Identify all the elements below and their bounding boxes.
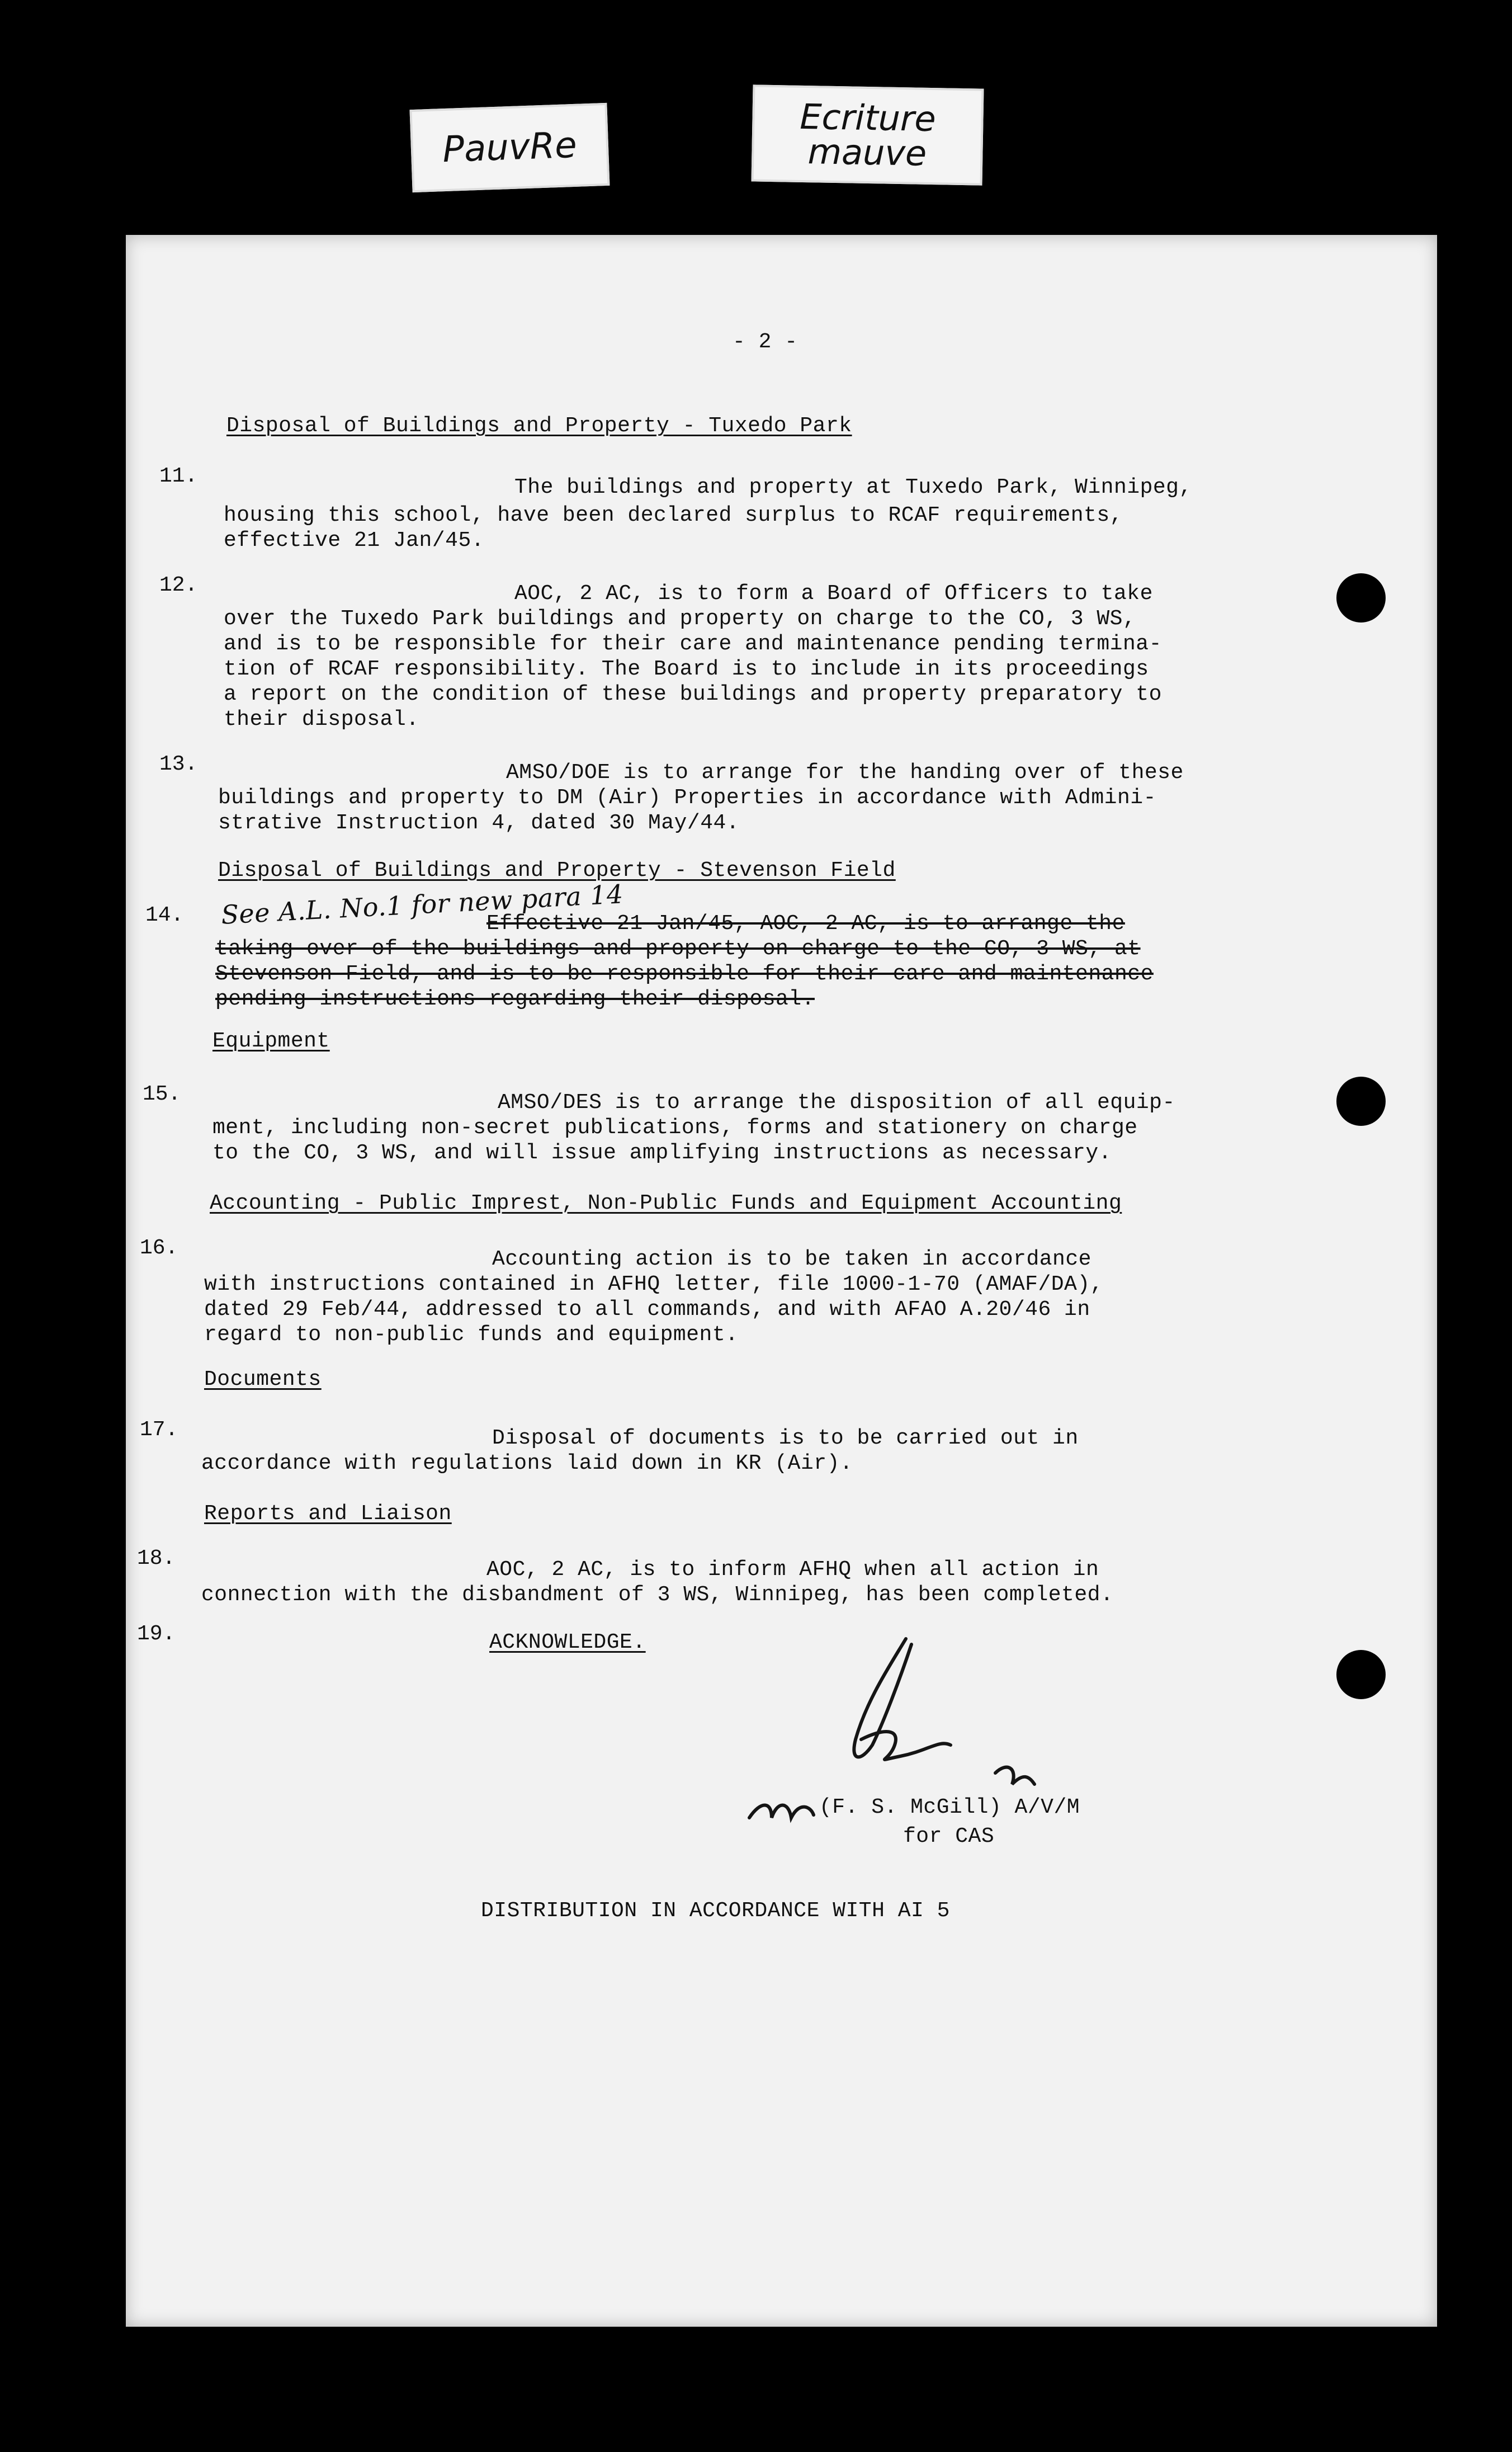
handwritten-annotation: See A.L. No.1 for new para 14 [220, 879, 624, 930]
para-17-line: Disposal of documents is to be carried out in [492, 1426, 1079, 1450]
para-12-line: tion of RCAF responsibility. The Board is to include in its proceedings [224, 657, 1149, 681]
heading-accounting: Accounting - Public Imprest, Non-Public Funds and Equipment Accounting [210, 1191, 1122, 1215]
para-15-line: AMSO/DES is to arrange the disposition of all equip- [498, 1091, 1175, 1115]
para-16-line: Accounting action is to be taken in accordance [492, 1247, 1092, 1271]
signatory-for: for CAS [903, 1824, 995, 1849]
para-16-line: regard to non-public funds and equipment. [204, 1323, 739, 1347]
para-14-struck-line: Effective 21 Jan/45, AOC, 2 AC, is to arrange the [486, 912, 1125, 936]
para-17-line: accordance with regulations laid down in KR (Air). [201, 1451, 853, 1475]
para-16-number: 16. [140, 1236, 178, 1260]
heading-stevenson-field: Disposal of Buildings and Property - Stevenson Field [218, 859, 896, 883]
para-13-number: 13. [159, 752, 198, 776]
para-14-struck-line: Stevenson Field, and is to be responsible for their care and maintenance [215, 962, 1154, 986]
heading-documents: Documents [204, 1368, 322, 1392]
para-14-number: 14. [145, 903, 184, 927]
para-12-line: a report on the condition of these buildings and property preparatory to [224, 682, 1162, 706]
para-18-line: connection with the disbandment of 3 WS, Winnipeg, has been completed. [201, 1583, 1114, 1607]
punch-hole [1336, 1077, 1386, 1126]
signatory-name: (F. S. McGill) A/V/M [819, 1795, 1080, 1819]
para-16-line: dated 29 Feb/44, addressed to all commands, and with AFAO A.20/46 in [204, 1298, 1090, 1322]
para-12-line: and is to be responsible for their care and maintenance pending termina- [224, 632, 1162, 656]
heading-tuxedo-park: Disposal of Buildings and Property - Tuxedo Park [226, 414, 852, 438]
para-11-line: effective 21 Jan/45. [224, 529, 485, 553]
para-15-number: 15. [143, 1082, 181, 1106]
para-14-struck-line: taking over of the buildings and property on charge to the CO, 3 WS, at [215, 937, 1141, 961]
para-11-line: The buildings and property at Tuxedo Park, Winnipeg, [514, 475, 1192, 499]
para-13-line: buildings and property to DM (Air) Properties in accordance with Admini- [218, 786, 1156, 810]
para-12-line: their disposal. [224, 708, 419, 732]
para-13-line: AMSO/DOE is to arrange for the handing over of these [506, 761, 1184, 785]
archive-label-right [752, 84, 984, 185]
label-right-line-2: mauve [807, 130, 927, 174]
para-18-line: AOC, 2 AC, is to inform AFHQ when all action in [486, 1558, 1099, 1582]
para-19-number: 19. [137, 1622, 176, 1646]
distribution-line: DISTRIBUTION IN ACCORDANCE WITH AI 5 [481, 1899, 950, 1923]
para-15-line: to the CO, 3 WS, and will issue amplifying instructions as necessary. [212, 1141, 1112, 1165]
label-right-line-1: Ecriture [799, 96, 937, 139]
acknowledge-text: ACKNOWLEDGE. [489, 1630, 646, 1654]
para-13-line: strative Instruction 4, dated 30 May/44. [218, 811, 740, 835]
para-15-line: ment, including non-secret publications, forms and stationery on charge [212, 1116, 1138, 1140]
page-number: - 2 - [733, 330, 798, 354]
para-11-number: 11. [159, 464, 198, 488]
para-11-line: housing this school, have been declared surplus to RCAF requirements, [224, 503, 1123, 527]
heading-reports-liaison: Reports and Liaison [204, 1502, 452, 1526]
punch-hole [1336, 573, 1386, 623]
para-18-number: 18. [137, 1546, 176, 1571]
para-14-struck-line: pending instructions regarding their disposal. [215, 987, 815, 1011]
para-17-number: 17. [140, 1418, 178, 1442]
punch-hole [1336, 1650, 1386, 1699]
para-16-line: with instructions contained in AFHQ letter, file 1000-1-70 (AMAF/DA), [204, 1272, 1103, 1296]
archive-label-left: PauvRe [410, 103, 610, 192]
para-12-line: AOC, 2 AC, is to form a Board of Officers to take [514, 582, 1153, 606]
para-12-number: 12. [159, 573, 198, 597]
heading-equipment: Equipment [212, 1029, 330, 1053]
para-12-line: over the Tuxedo Park buildings and property on charge to the CO, 3 WS, [224, 607, 1136, 631]
